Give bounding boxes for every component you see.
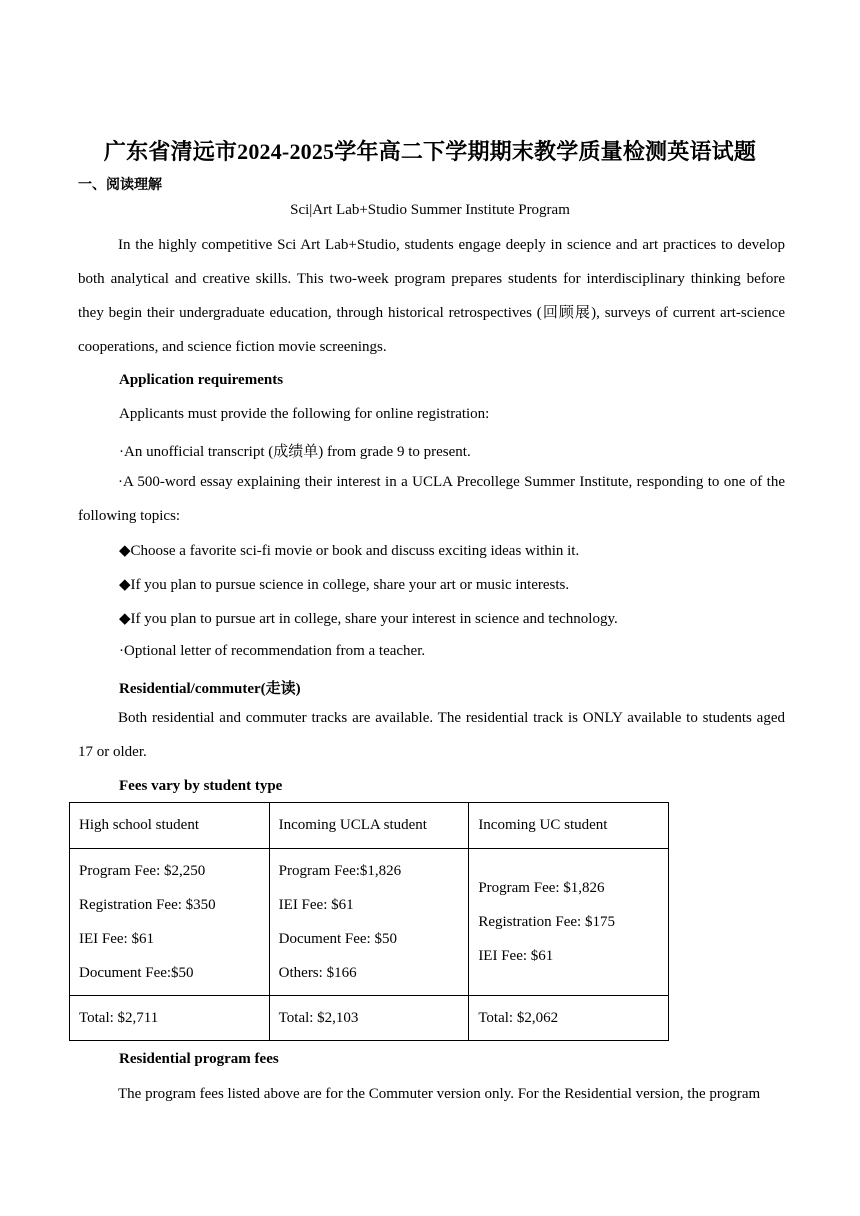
topic-item: ◆If you plan to pursue science in college, share your art or music interests.	[119, 577, 570, 593]
fee-line: Document Fee: $50	[278, 931, 397, 947]
residential-paragraph	[78, 701, 785, 769]
transcript-item: ·An unofficial transcript (成绩单) from grade 9 to present.	[119, 444, 471, 460]
residential-fees-paragraph	[78, 1077, 785, 1111]
fee-line: Program Fee:$1,826	[278, 863, 402, 879]
fee-line: IEI Fee: $61	[278, 897, 354, 913]
intro-text: In the highly competitive Sci Art Lab+Studio, students engage deeply in science and art practices to develop both analytical and creative skills. This two-week program prepares students for interdisciplinary thinking before they begin their undergraduate education, through historical retrospectives (回顾展), surveys of current art-science cooperations, and science fiction movie screenings.	[78, 237, 785, 355]
table-cell	[469, 849, 669, 996]
topic-item: ◆Choose a favorite sci-fi movie or book and discuss exciting ideas within it.	[119, 543, 580, 559]
fee-line: Document Fee:$50	[79, 965, 194, 981]
table-header-cell: High school student	[70, 803, 270, 849]
intro-paragraph	[78, 228, 785, 364]
section-heading: 一、阅读理解	[78, 178, 162, 193]
letter-item: ·Optional letter of recommendation from a teacher.	[119, 643, 426, 659]
fee-line: Registration Fee: $175	[478, 914, 615, 930]
table-header-row	[70, 803, 669, 849]
fee-line: Registration Fee: $350	[79, 897, 216, 913]
topic-item: ◆If you plan to pursue art in college, share your interest in science and technology.	[119, 611, 618, 627]
residential-fees-heading: Residential program fees	[119, 1051, 279, 1067]
fee-line: IEI Fee: $61	[79, 931, 154, 947]
exam-title: 广东省清远市2024-2025学年高二下学期期末教学质量检测英语试题	[103, 139, 757, 164]
table-total-cell: Total: $2,062	[469, 996, 669, 1041]
application-heading: Application requirements	[119, 372, 284, 388]
table-header-cell: Incoming UCLA student	[269, 803, 469, 849]
table-header-cell: Incoming UC student	[469, 803, 669, 849]
table-total-row	[70, 996, 669, 1041]
essay-paragraph	[78, 465, 785, 533]
fee-line: Program Fee: $2,250	[79, 863, 206, 879]
table-total-cell: Total: $2,103	[269, 996, 469, 1041]
fee-line: IEI Fee: $61	[478, 948, 554, 964]
fee-line: Others: $166	[278, 965, 357, 981]
residential-heading: Residential/commuter(走读)	[119, 681, 301, 697]
table-total-cell: Total: $2,711	[70, 996, 270, 1041]
table-cell	[70, 849, 270, 996]
passage-title: Sci|Art Lab+Studio Summer Institute Program	[290, 202, 570, 218]
application-intro: Applicants must provide the following for online registration:	[119, 406, 490, 422]
residential-text: Both residential and commuter tracks are available. The residential track is ONLY available to students aged 17 or older.	[78, 710, 785, 760]
table-row	[70, 849, 669, 996]
fees-heading: Fees vary by student type	[119, 778, 283, 794]
fee-line: Program Fee: $1,826	[478, 880, 605, 896]
essay-text: ·A 500-word essay explaining their interest in a UCLA Precollege Summer Institute, responding to one of the following topics:	[78, 474, 785, 524]
residential-fees-text: The program fees listed above are for the Commuter version only. For the Residential version, the program	[118, 1086, 761, 1102]
table-cell	[269, 849, 469, 996]
fees-table	[69, 802, 669, 1041]
